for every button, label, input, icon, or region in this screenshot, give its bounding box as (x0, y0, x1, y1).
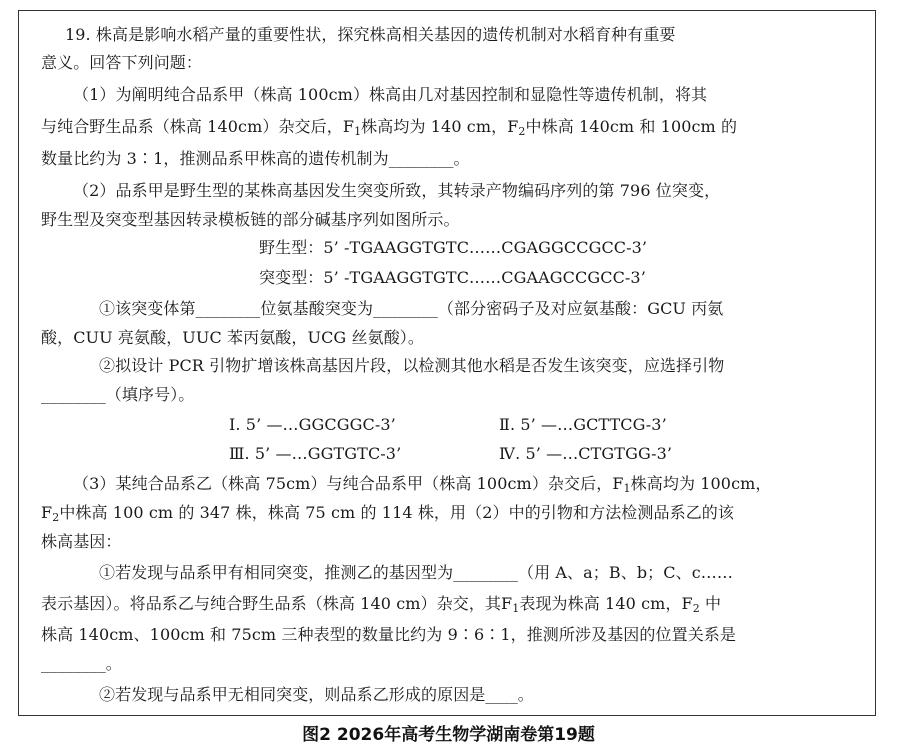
part1-line-2: 与纯合野生品系（株高 140cm）杂交后，$F_1$株高均为 140 cm，$F_2$中株高 140cm 和 100cm 的 (41, 117, 738, 138)
primer-2: Ⅱ. 5’ —…GCTTCG-3’ (499, 415, 667, 434)
part2-q1-line-1: ①该突变体第________位氨基酸突变为________（部分密码子及对应氨基酸：GCU 丙氨 (99, 299, 724, 318)
wild-type-sequence: 野生型：5’ -TGAAGGTGTC……CGAGGCCGCC-3’ (259, 238, 648, 257)
part2-line-2: 野生型及突变型基因转录模板链的部分碱基序列如图所示。 (41, 210, 460, 229)
part2-q2-line-1: ②拟设计 PCR 引物扩增该株高基因片段，以检测其他水稻是否发生该突变，应选择引物 (99, 356, 725, 375)
part2-q1-line-2: 酸，CUU 亮氨酸，UUC 苯丙氨酸，UCG 丝氨酸）。 (41, 328, 424, 347)
part3-q1-line-2: 表示基因）。将品系乙与纯合野生品系（株高 140 cm）杂交，其$F_1$表现为株高 140 cm，$F_2$ 中 (41, 594, 722, 615)
q19-line-2: 意义。回答下列问题： (41, 53, 203, 72)
part3-q2-line-1: ②若发现与品系甲无相同突变，则品系乙形成的原因是____。 (99, 685, 534, 704)
part3-q1-line-3: 株高 140cm、100cm 和 75cm 三种表型的数量比约为 9∶6∶1，推测所涉及基因的位置关系是 (41, 625, 737, 644)
primer-1: Ⅰ. 5’ —…GGCGGC-3’ (229, 415, 396, 434)
mutant-sequence: 突变型：5’ -TGAAGGTGTC……CGAAGCCGCC-3’ (259, 268, 646, 287)
part3-line-2: $F_2$中株高 100 cm 的 347 株，株高 75 cm 的 114 株，用（2）中的引物和方法检测品系乙的该 (41, 503, 734, 524)
part3-q1-line-4: ________。 (41, 654, 122, 673)
q19-line-1: 19. 株高是影响水稻产量的重要性状，探究株高相关基因的遗传机制对水稻育种有重要 (65, 25, 676, 44)
primer-3: Ⅲ. 5’ —…GGTGTC-3’ (229, 444, 402, 463)
question-box (18, 10, 876, 716)
part2-line-1: （2）品系甲是野生型的某株高基因发生突变所致，其转录产物编码序列的第 796 位突变， (73, 181, 721, 200)
part1-line-3: 数量比约为 3∶1，推测品系甲株高的遗传机制为________。 (41, 149, 470, 168)
part3-q1-line-1: ①若发现与品系甲有相同突变，推测乙的基因型为________（用 A、a；B、b；C、c…… (99, 563, 733, 582)
part1-line-1: （1）为阐明纯合品系甲（株高 100cm）株高由几对基因控制和显隐性等遗传机制，将其 (73, 85, 708, 104)
figure-caption: 图2 2026年高考生物学湖南卷第19题 (302, 725, 595, 745)
part3-line-1: （3）某纯合品系乙（株高 75cm）与纯合品系甲（株高 100cm）杂交后，$F_1$株高均为 100cm， (73, 474, 772, 495)
part2-q2-line-2: ________（填序号）。 (41, 385, 195, 404)
part3-line-3: 株高基因： (41, 532, 122, 551)
primer-4: Ⅳ. 5’ —…CTGTGG-3’ (499, 444, 673, 463)
